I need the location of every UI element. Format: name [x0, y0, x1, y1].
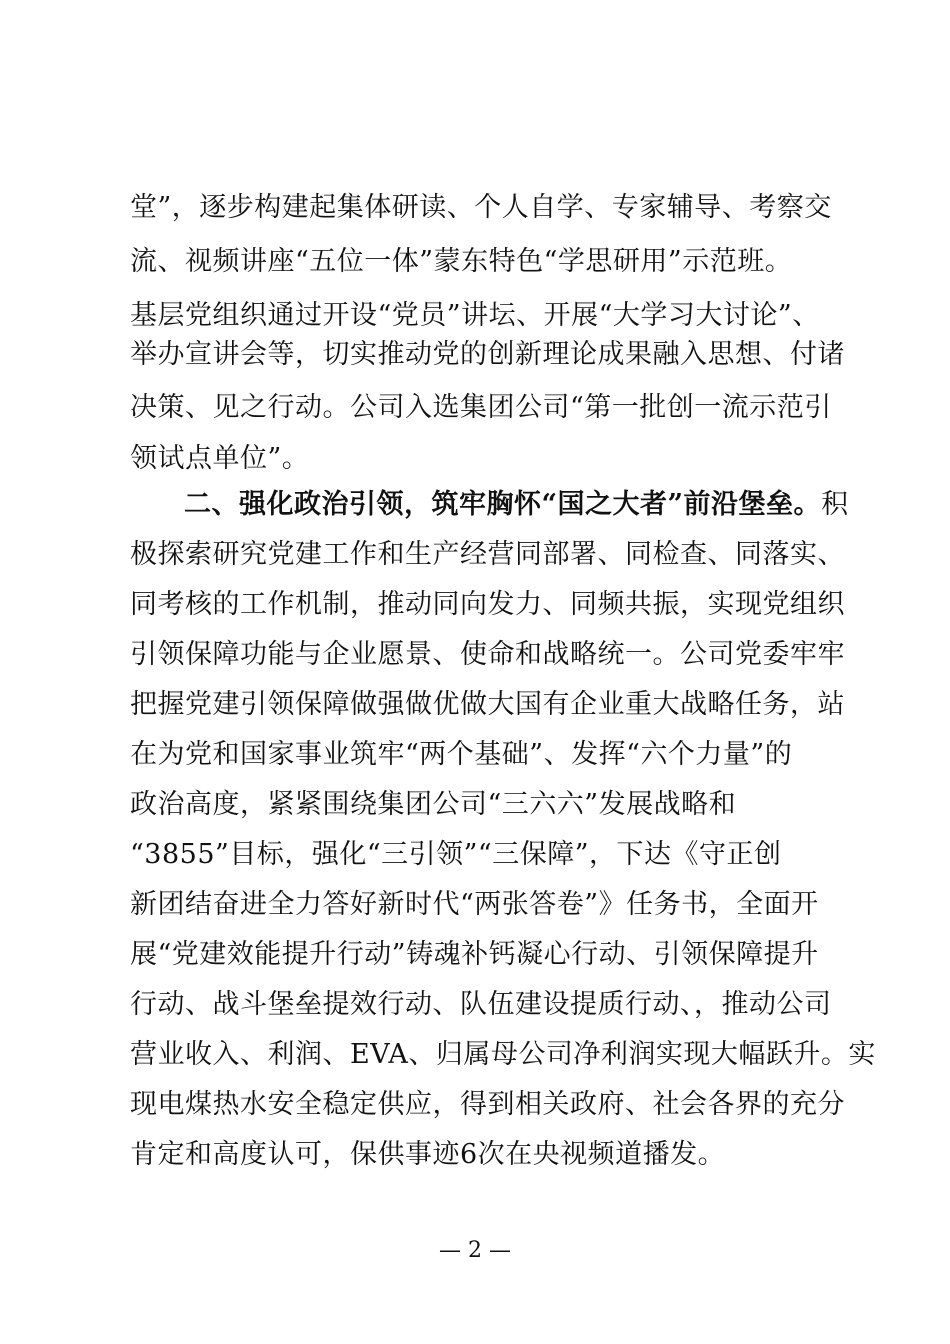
paragraph-1-line-6: 领试点单位”。 — [130, 443, 310, 474]
section-heading: 二、强化政治引领，筑牢胸怀“国之大者”前沿堡垒。 — [184, 489, 822, 520]
paragraph-2-line-11: 行动、战斗堡垒提效行动、队伍建设提质行动、，推动公司 — [130, 989, 832, 1020]
paragraph-2-line-5: 把握党建引领保障做强做优做大国有企业重大战略任务，站 — [130, 689, 845, 720]
paragraph-2-line-3: 同考核的工作机制，推动同向发力、同频共振，实现党组织 — [130, 589, 845, 620]
paragraph-2-first-line — [184, 478, 849, 532]
paragraph-2-line-2: 极探索研究党建工作和生产经营同部署、同检查、同落实、 — [130, 539, 845, 570]
paragraph-2-line-10: 展“党建效能提升行动”铸魂补钙凝心行动、引领保障提升 — [130, 939, 819, 970]
paragraph-1-line-4: 举办宣讲会等，切实推动党的创新理论成果融入思想、付诸 — [130, 339, 845, 370]
paragraph-1-line-1: 堂”，逐步构建起集体研读、个人自学、专家辅导、考察交 — [130, 192, 832, 223]
paragraph-1-line-3: 基层党组织通过开设“党员”讲坛、开展“大学习大讨论”、 — [130, 300, 820, 331]
paragraph-2-line-8: “3855”目标，强化“三引领”“三保障”，下达《守正创 — [130, 839, 782, 870]
paragraph-1-line-5: 决策、见之行动。公司入选集团公司“第一批创一流示范引 — [130, 392, 832, 423]
paragraph-2-line-6: 在为党和国家事业筑牢“两个基础”、发挥“六个力量”的 — [130, 739, 793, 770]
paragraph-1-line-2: 流、视频讲座“五位一体”蒙东特色“学思研用”示范班。 — [130, 246, 793, 277]
paragraph-2-line-13: 现电煤热水安全稳定供应，得到相关政府、社会各界的充分 — [130, 1089, 845, 1120]
paragraph-2-first-line-rest: 积 — [821, 489, 849, 520]
paragraph-2-line-12: 营业收入、利润、EVA、归属母公司净利润实现大幅跃升。实 — [130, 1039, 876, 1070]
paragraph-2-line-9: 新团结奋进全力答好新时代“两张答卷”》任务书，全面开 — [130, 889, 819, 920]
paragraph-2-line-14: 肯定和高度认可，保供事迹6次在央视频道播发。 — [130, 1139, 726, 1170]
paragraph-2-line-7: 政治高度，紧紧围绕集团公司“三六六”发展战略和 — [130, 789, 737, 820]
page-number: — 2 — — [439, 1238, 511, 1263]
paragraph-2-line-4: 引领保障功能与企业愿景、使命和战略统一。公司党委牢牢 — [130, 639, 845, 670]
